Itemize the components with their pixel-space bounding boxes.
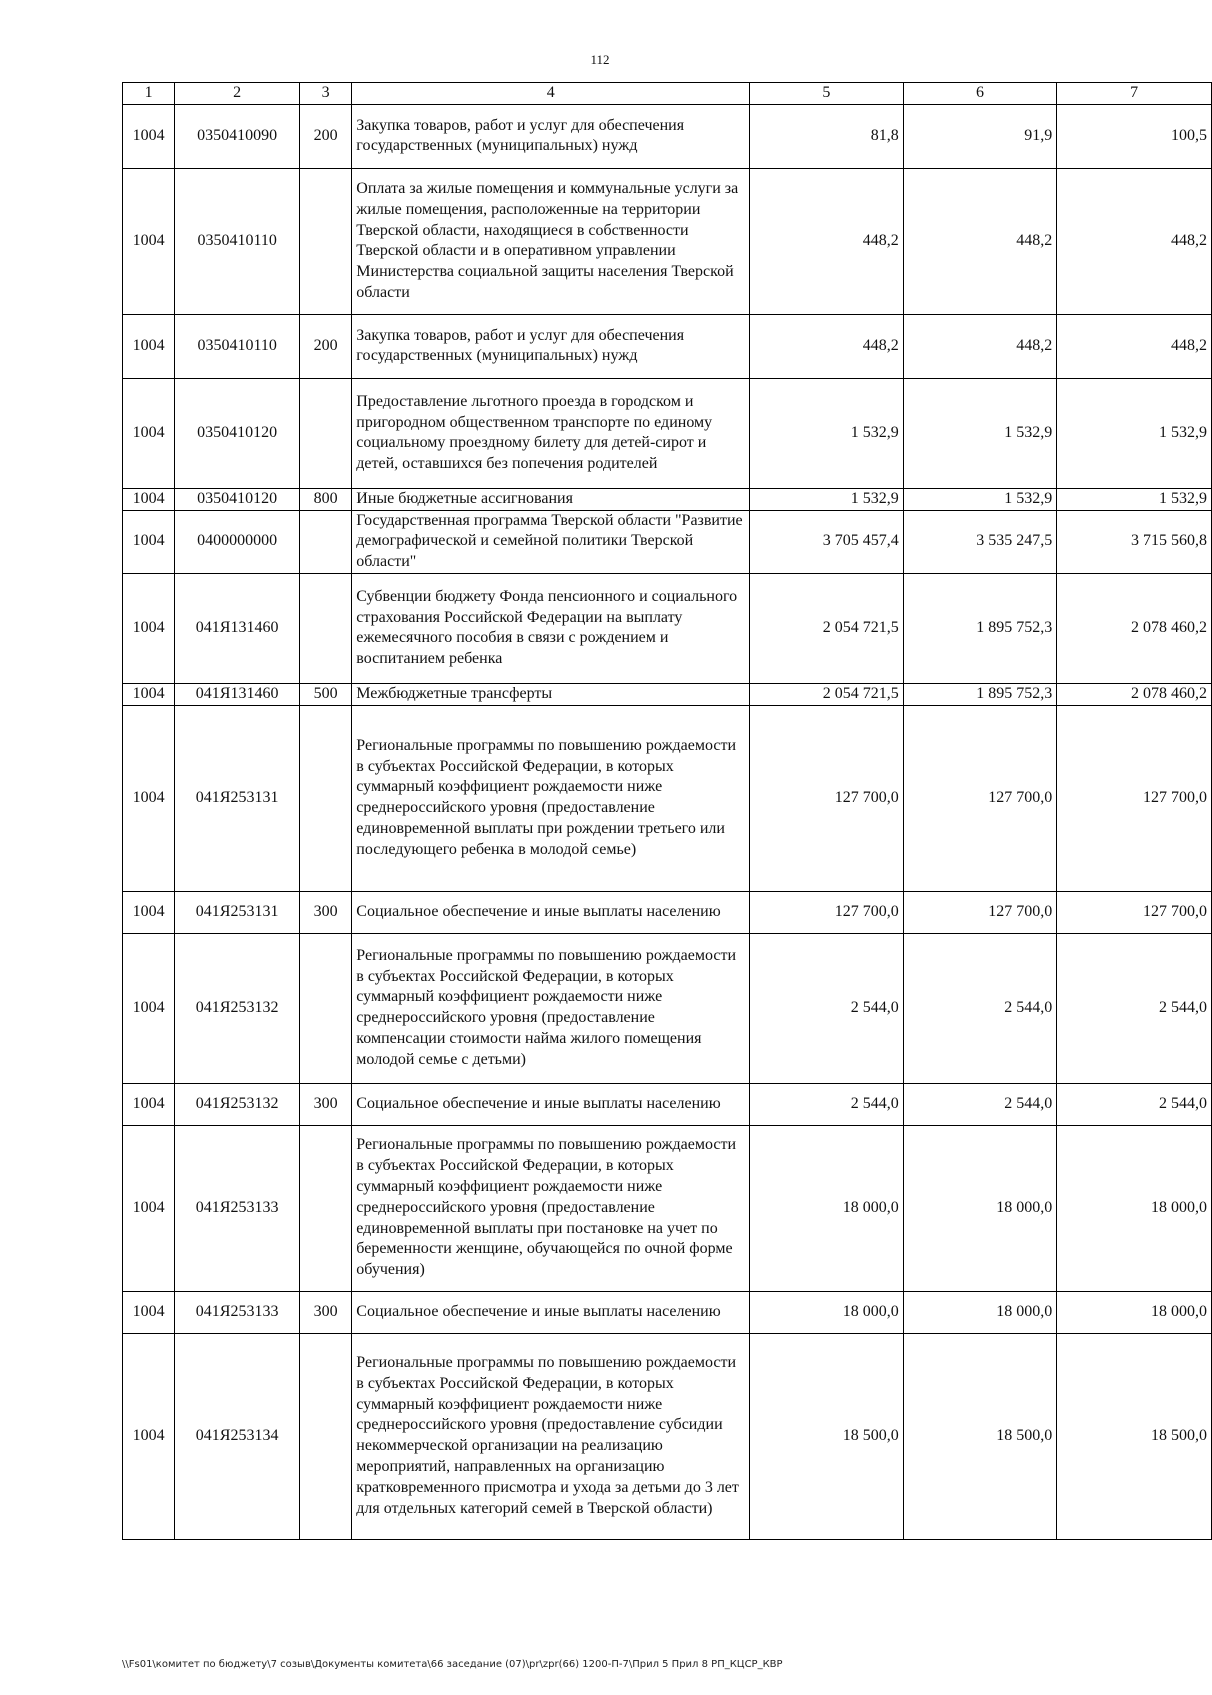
section-cell: 1004 [123,104,175,168]
code-cell: 041Я253132 [175,933,300,1083]
amount-col6-cell: 18 500,0 [903,1333,1057,1539]
file-path-footer: \\Fs01\комитет по бюджету\7 созыв\Документы комитета\66 заседание (07)\pr\zpr(66) 1200-П-7\Прил 5 Прил 8 РП_КЦСР_КВР [122,1659,783,1670]
col-header-2: 2 [175,83,300,105]
amount-col7-cell: 18 000,0 [1057,1291,1212,1333]
code-cell: 041Я253133 [175,1125,300,1291]
amount-col7-cell: 18 500,0 [1057,1333,1212,1539]
table-row [123,1125,1212,1291]
col-header-6: 6 [903,83,1057,105]
expense-type-cell [300,510,352,573]
section-cell: 1004 [123,705,175,891]
amount-col7-cell: 2 078 460,2 [1057,683,1212,705]
amount-col6-cell: 1 532,9 [903,378,1057,488]
description-cell: Социальное обеспечение и иные выплаты населению [352,1291,750,1333]
description-cell: Региональные программы по повышению рождаемости в субъектах Российской Федерации, в которых суммарный коэффициент рождаемости ниже среднероссийского уровня (предоставление субсидии некоммерческой организации на реализацию мероприятий, направленных на организацию кратковременного присмотра и ухода за детьми до 3 лет для отдельных категорий семей в Тверской области) [352,1333,750,1539]
amount-col5-cell: 448,2 [750,168,904,314]
amount-col7-cell: 448,2 [1057,168,1212,314]
table-row [123,378,1212,488]
amount-col6-cell: 18 000,0 [903,1125,1057,1291]
table-row [123,510,1212,573]
description-cell: Межбюджетные трансферты [352,683,750,705]
amount-col7-cell: 1 532,9 [1057,488,1212,510]
table-body [123,104,1212,1539]
description-cell: Региональные программы по повышению рождаемости в субъектах Российской Федерации, в которых суммарный коэффициент рождаемости ниже среднероссийского уровня (предоставление компенсации стоимости найма жилого помещения молодой семье с детьми) [352,933,750,1083]
amount-col5-cell: 18 500,0 [750,1333,904,1539]
description-cell: Субвенции бюджету Фонда пенсионного и социального страхования Российской Федерации на выплату ежемесячного пособия в связи с рождением и воспитанием ребенка [352,573,750,683]
amount-col5-cell: 448,2 [750,314,904,378]
amount-col5-cell: 2 054 721,5 [750,573,904,683]
amount-col5-cell: 127 700,0 [750,705,904,891]
amount-col5-cell: 127 700,0 [750,891,904,933]
amount-col6-cell: 1 895 752,3 [903,683,1057,705]
amount-col5-cell: 18 000,0 [750,1291,904,1333]
table-row [123,1333,1212,1539]
code-cell: 0350410090 [175,104,300,168]
amount-col7-cell: 1 532,9 [1057,378,1212,488]
amount-col6-cell: 2 544,0 [903,933,1057,1083]
col-header-3: 3 [300,83,352,105]
amount-col7-cell: 2 078 460,2 [1057,573,1212,683]
table-row [123,683,1212,705]
col-header-4: 4 [352,83,750,105]
table-row [123,705,1212,891]
section-cell: 1004 [123,314,175,378]
amount-col5-cell: 2 544,0 [750,933,904,1083]
amount-col5-cell: 18 000,0 [750,1125,904,1291]
table-row [123,314,1212,378]
code-cell: 041Я253131 [175,891,300,933]
amount-col7-cell: 100,5 [1057,104,1212,168]
description-cell: Региональные программы по повышению рождаемости в субъектах Российской Федерации, в которых суммарный коэффициент рождаемости ниже среднероссийского уровня (предоставление единовременной выплаты при рождении третьего или последующего ребенка в молодой семье) [352,705,750,891]
section-cell: 1004 [123,378,175,488]
amount-col6-cell: 91,9 [903,104,1057,168]
expense-type-cell [300,705,352,891]
col-header-5: 5 [750,83,904,105]
amount-col7-cell: 448,2 [1057,314,1212,378]
code-cell: 041Я131460 [175,683,300,705]
expense-type-cell [300,168,352,314]
description-cell: Государственная программа Тверской области "Развитие демографической и семейной политики Тверской области" [352,510,750,573]
amount-col5-cell: 2 054 721,5 [750,683,904,705]
amount-col7-cell: 3 715 560,8 [1057,510,1212,573]
amount-col6-cell: 2 544,0 [903,1083,1057,1125]
budget-table [122,82,1212,1540]
expense-type-cell [300,378,352,488]
section-cell: 1004 [123,891,175,933]
amount-col7-cell: 127 700,0 [1057,891,1212,933]
table-row [123,1291,1212,1333]
table-row [123,1083,1212,1125]
amount-col6-cell: 127 700,0 [903,705,1057,891]
amount-col5-cell: 3 705 457,4 [750,510,904,573]
code-cell: 041Я253132 [175,1083,300,1125]
expense-type-cell [300,573,352,683]
expense-type-cell: 800 [300,488,352,510]
code-cell: 041Я131460 [175,573,300,683]
table-row [123,168,1212,314]
amount-col7-cell: 2 544,0 [1057,933,1212,1083]
code-cell: 041Я253134 [175,1333,300,1539]
table-row [123,104,1212,168]
code-cell: 0350410110 [175,314,300,378]
code-cell: 0350410120 [175,378,300,488]
description-cell: Региональные программы по повышению рождаемости в субъектах Российской Федерации, в которых суммарный коэффициент рождаемости ниже среднероссийского уровня (предоставление единовременной выплаты при постановке на учет по беременности женщине, обучающейся по очной форме обучения) [352,1125,750,1291]
description-cell: Предоставление льготного проезда в городском и пригородном общественном транспорте по единому социальному проездному билету для детей-сирот и детей, оставшихся без попечения родителей [352,378,750,488]
table-row [123,573,1212,683]
amount-col5-cell: 1 532,9 [750,378,904,488]
amount-col5-cell: 1 532,9 [750,488,904,510]
section-cell: 1004 [123,488,175,510]
expense-type-cell: 300 [300,1083,352,1125]
expense-type-cell: 300 [300,1291,352,1333]
amount-col6-cell: 1 532,9 [903,488,1057,510]
description-cell: Социальное обеспечение и иные выплаты населению [352,891,750,933]
amount-col7-cell: 2 544,0 [1057,1083,1212,1125]
amount-col6-cell: 18 000,0 [903,1291,1057,1333]
col-header-1: 1 [123,83,175,105]
code-cell: 041Я253133 [175,1291,300,1333]
description-cell: Закупка товаров, работ и услуг для обеспечения государственных (муниципальных) нужд [352,104,750,168]
amount-col6-cell: 127 700,0 [903,891,1057,933]
section-cell: 1004 [123,1291,175,1333]
expense-type-cell: 300 [300,891,352,933]
amount-col7-cell: 18 000,0 [1057,1125,1212,1291]
description-cell: Оплата за жилые помещения и коммунальные услуги за жилые помещения, расположенные на территории Тверской области, находящиеся в собственности Тверской области и в оперативном управлении Министерства социальной защиты населения Тверской области [352,168,750,314]
code-cell: 0350410120 [175,488,300,510]
code-cell: 0350410110 [175,168,300,314]
expense-type-cell [300,1125,352,1291]
section-cell: 1004 [123,168,175,314]
section-cell: 1004 [123,933,175,1083]
amount-col6-cell: 1 895 752,3 [903,573,1057,683]
description-cell: Закупка товаров, работ и услуг для обеспечения государственных (муниципальных) нужд [352,314,750,378]
expense-type-cell: 200 [300,314,352,378]
expense-type-cell [300,1333,352,1539]
code-cell: 041Я253131 [175,705,300,891]
section-cell: 1004 [123,1125,175,1291]
section-cell: 1004 [123,1333,175,1539]
section-cell: 1004 [123,683,175,705]
table-row [123,933,1212,1083]
table-row [123,891,1212,933]
header-row [123,83,1212,105]
col-header-7: 7 [1057,83,1212,105]
description-cell: Иные бюджетные ассигнования [352,488,750,510]
amount-col6-cell: 448,2 [903,314,1057,378]
amount-col7-cell: 127 700,0 [1057,705,1212,891]
section-cell: 1004 [123,573,175,683]
code-cell: 0400000000 [175,510,300,573]
section-cell: 1004 [123,1083,175,1125]
expense-type-cell: 200 [300,104,352,168]
page-number: 112 [590,52,610,67]
amount-col6-cell: 448,2 [903,168,1057,314]
description-cell: Социальное обеспечение и иные выплаты населению [352,1083,750,1125]
expense-type-cell [300,933,352,1083]
amount-col5-cell: 81,8 [750,104,904,168]
amount-col5-cell: 2 544,0 [750,1083,904,1125]
expense-type-cell: 500 [300,683,352,705]
amount-col6-cell: 3 535 247,5 [903,510,1057,573]
section-cell: 1004 [123,510,175,573]
table-row [123,488,1212,510]
